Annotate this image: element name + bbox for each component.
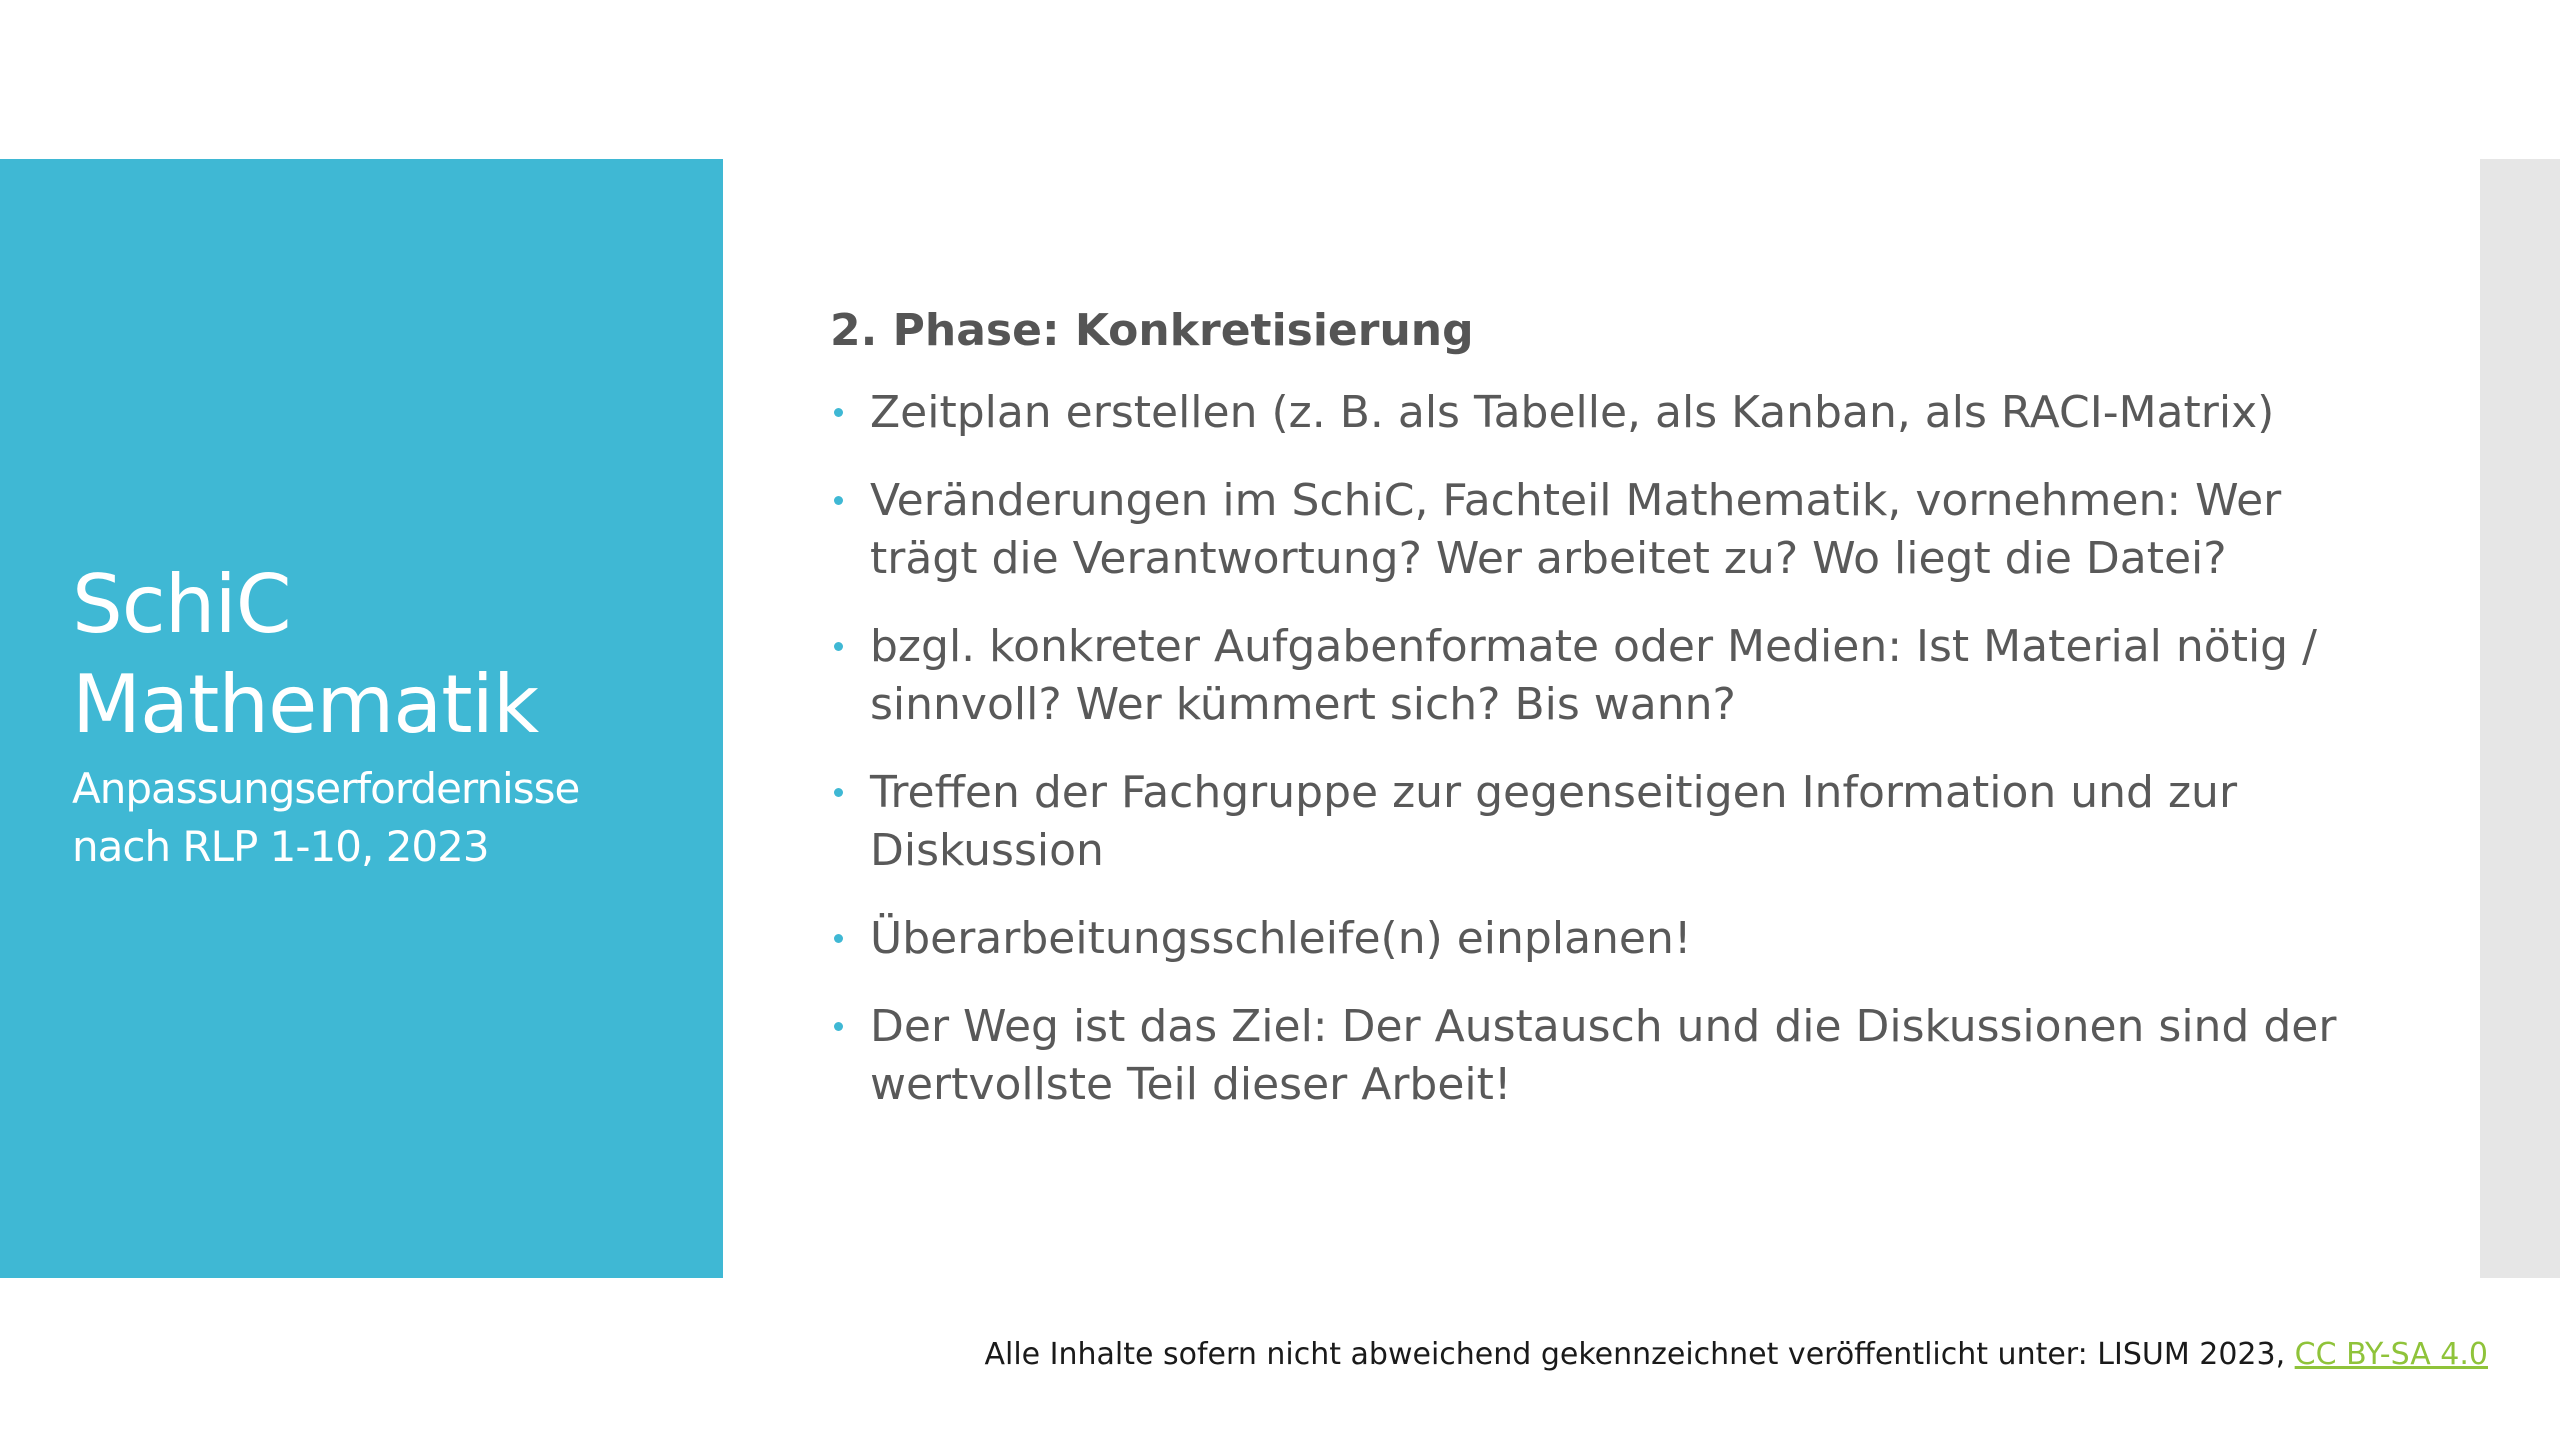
slide-subtitle	[72, 760, 712, 876]
bullet-line: Zeitplan erstellen (z. B. als Tabelle, als Kanban, als RACI-Matrix)	[870, 387, 2275, 438]
bullet-item	[830, 472, 2350, 588]
slide-subtitle-line-2: nach RLP 1-10, 2023	[72, 822, 489, 871]
bullet-text	[870, 618, 2350, 734]
bullet-text	[870, 998, 2350, 1114]
bullet-line: Diskussion	[870, 825, 1104, 876]
bullet-dot-icon	[834, 788, 843, 797]
bullet-dot-icon	[834, 642, 843, 651]
slide-title-line-2: Mathematik	[72, 658, 539, 751]
content-area	[830, 300, 2350, 1144]
bullet-dot-icon	[834, 496, 843, 505]
bullet-line: Der Weg ist das Ziel: Der Austausch und die Diskussionen sind der	[870, 1001, 2337, 1052]
bullet-dot-icon	[834, 934, 843, 943]
bullet-text	[870, 764, 2350, 880]
license-link[interactable]: CC BY-SA 4.0	[2294, 1337, 2488, 1372]
bullet-line: trägt die Verantwortung? Wer arbeitet zu? Wo liegt die Datei?	[870, 533, 2227, 584]
license-text: Alle Inhalte sofern nicht abweichend gekennzeichnet veröffentlicht unter: LISUM 2023,	[984, 1337, 2295, 1372]
bullet-item	[830, 618, 2350, 734]
license-footer	[984, 1335, 2488, 1375]
bullet-item	[830, 998, 2350, 1114]
bullet-line: bzgl. konkreter Aufgabenformate oder Medien: Ist Material nötig /	[870, 621, 2317, 672]
bullet-line: Überarbeitungsschleife(n) einplanen!	[870, 913, 1692, 964]
bullet-line: Treffen der Fachgruppe zur gegenseitigen Information und zur	[870, 767, 2238, 818]
bullet-dot-icon	[834, 408, 843, 417]
bullet-line: sinnvoll? Wer kümmert sich? Bis wann?	[870, 679, 1736, 730]
bullet-list	[830, 384, 2350, 1114]
phase-heading: 2. Phase: Konkretisierung	[830, 305, 1474, 356]
bullet-item	[830, 384, 2350, 442]
bullet-item	[830, 910, 2350, 968]
bullet-line: Veränderungen im SchiC, Fachteil Mathematik, vornehmen: Wer	[870, 475, 2282, 526]
bullet-text	[870, 384, 2350, 442]
bullet-text	[870, 472, 2350, 588]
slide-title	[72, 555, 712, 755]
slide-subtitle-line-1: Anpassungserfordernisse	[72, 764, 580, 813]
right-edge-strip	[2480, 159, 2560, 1278]
bullet-dot-icon	[834, 1022, 843, 1031]
bullet-line: wertvollste Teil dieser Arbeit!	[870, 1059, 1512, 1110]
bullet-text	[870, 910, 2350, 968]
bullet-item	[830, 764, 2350, 880]
slide-title-line-1: SchiC	[72, 558, 291, 651]
